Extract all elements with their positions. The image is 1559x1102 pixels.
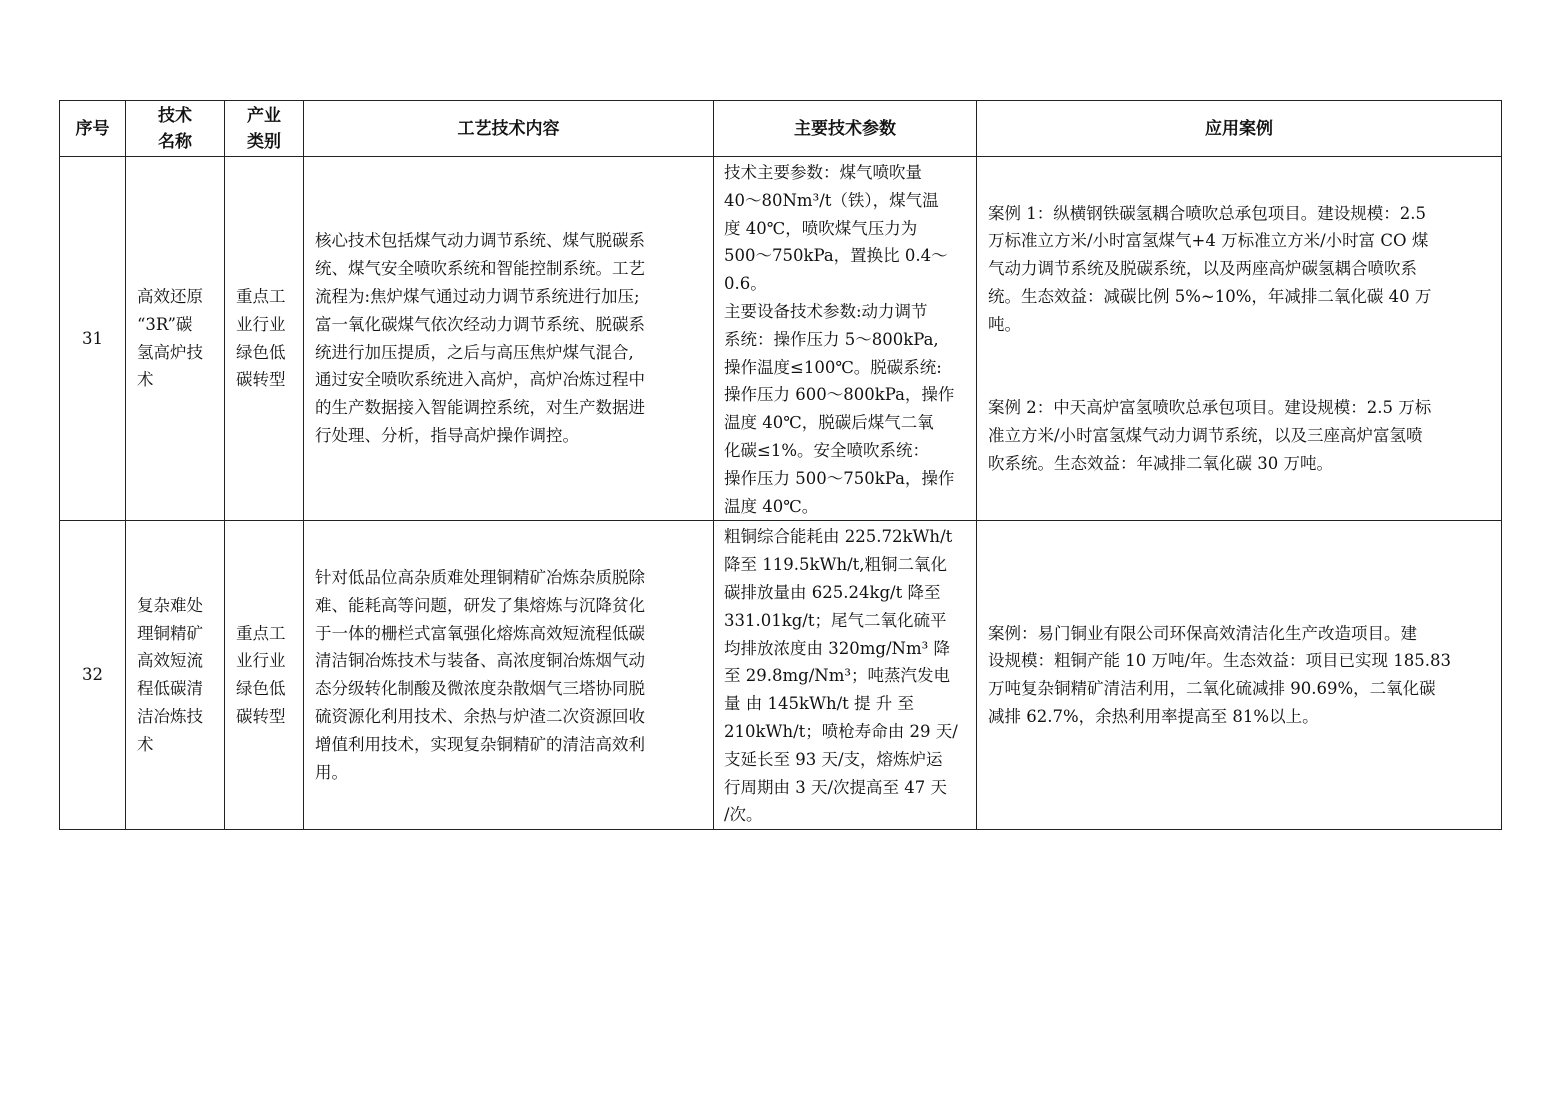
params-cell xyxy=(714,521,977,830)
row-seq-cell xyxy=(60,521,126,830)
cases-cell xyxy=(977,521,1502,830)
tech-name-cell xyxy=(126,157,225,521)
table-body xyxy=(60,157,1502,830)
row-seq: 31 xyxy=(82,328,103,348)
process-content: 针对低品位高杂质难处理铜精矿冶炼杂质脱除 难、能耗高等问题，研发了集熔炼与沉降贫化 于一体的栅栏式富氧强化熔炼高效短流程低碳 清洁铜冶炼技术与装备、高浓度铜冶炼烟气动 态分级转化制酸及微浓度杂散烟气三塔协同脱 硫资源化利用技术、余热与炉渣二次资源回收 增值利用技术，实现复杂铜精矿的清洁高效利 用。 xyxy=(315,568,645,782)
cases-cell xyxy=(977,157,1502,521)
process-content: 核心技术包括煤气动力调节系统、煤气脱碳系 统、煤气安全喷吹系统和智能控制系统。工艺 流程为:焦炉煤气通过动力调节系统进行加压; 富一氧化碳煤气依次经动力调节系统、脱碳系 统进行加压提质，之后与高压焦炉煤气混合, 通过安全喷吹系统进入高炉，高炉冶炼过程中 的生产数据接入智能调控系统，对生产数据进 行处理、分析，指导高炉操作调控。 xyxy=(315,231,645,446)
case-paragraph: 案例 2：中天高炉富氢喷吹总承包项目。建设规模：2.5 万标 准立方米/小时富氢煤气动力调节系统，以及三座高炉富氢喷 吹系统。生态效益：年减排二氧化碳 30 万吨。 xyxy=(988,398,1432,473)
header-industry: 产业 类别 xyxy=(225,101,304,157)
industry-category: 重点工 业行业 绿色低 碳转型 xyxy=(236,623,286,727)
technology-table xyxy=(59,100,1502,830)
case-paragraph: 案例：易门铜业有限公司环保高效清洁化生产改造项目。建 设规模：粗铜产能 10 万吨/年。生态效益：项目已实现 185.83 万吨复杂铜精矿清洁利用，二氧化硫减排 90.69%，二氧化碳 减排 62.7%，余热利用率提高至 81%以上。 xyxy=(988,623,1452,727)
process-cell xyxy=(304,157,714,521)
process-cell xyxy=(304,521,714,830)
table-row xyxy=(60,521,1502,830)
table-row xyxy=(60,157,1502,521)
row-seq: 32 xyxy=(82,665,103,685)
header-params: 主要技术参数 xyxy=(714,101,977,157)
header-process: 工艺技术内容 xyxy=(304,101,714,157)
header-cases: 应用案例 xyxy=(977,101,1502,157)
case-list xyxy=(977,172,1501,506)
industry-cell xyxy=(225,521,304,830)
tech-name: 高效还原 “3R”碳 氢高炉技 术 xyxy=(137,287,203,390)
tech-params: 粗铜综合能耗由 225.72kWh/t 降至 119.5kWh/t,粗铜二氧化 碳排放量由 625.24kg/t 降至 331.01kg/t；尾气二氧化硫平 均排放浓度由 320mg/Nm³ 降 至 29.8mg/Nm³；吨蒸汽发电 量 由 145kWh/t 提 升 至 210kWh/t；喷枪寿命由 29 天/ 支延长至 93 天/支，熔炼炉运 行周期由 3 天/次提高至 47 天 /次。 xyxy=(724,527,958,825)
case-list xyxy=(977,592,1501,759)
params-cell xyxy=(714,157,977,521)
industry-cell xyxy=(225,157,304,521)
header-seq: 序号 xyxy=(60,101,126,157)
table-header xyxy=(60,101,1502,157)
header-row xyxy=(60,101,1502,157)
header-name: 技术 名称 xyxy=(126,101,225,157)
tech-params: 技术主要参数：煤气喷吹量 40～80Nm³/t（铁），煤气温 度 40℃，喷吹煤气压力为 500～750kPa，置换比 0.4～ 0.6。 主要设备技术参数:动力调节 系统：操作压力 5～800kPa, 操作温度≤100℃。脱碳系统: 操作压力 600～800kPa，操作 温度 40℃，脱碳后煤气二氧 化碳≤1%。安全喷吹系统： 操作压力 500～750kPa，操作 温度 40℃。 xyxy=(724,163,955,516)
tech-name: 复杂难处 理铜精矿 高效短流 程低碳清 洁冶炼技 术 xyxy=(137,595,203,754)
case-paragraph: 案例 1：纵横钢铁碳氢耦合喷吹总承包项目。建设规模：2.5 万标准立方米/小时富氢煤气+4 万标准立方米/小时富 CO 煤 气动力调节系统及脱碳系统，以及两座高炉碳氢耦合喷吹系 统。生态效益：减碳比例 5%~10%，年减排二氧化碳 40 万 吨。 xyxy=(988,203,1432,334)
tech-name-cell xyxy=(126,521,225,830)
industry-category: 重点工 业行业 绿色低 碳转型 xyxy=(236,287,286,390)
row-seq-cell xyxy=(60,157,126,521)
